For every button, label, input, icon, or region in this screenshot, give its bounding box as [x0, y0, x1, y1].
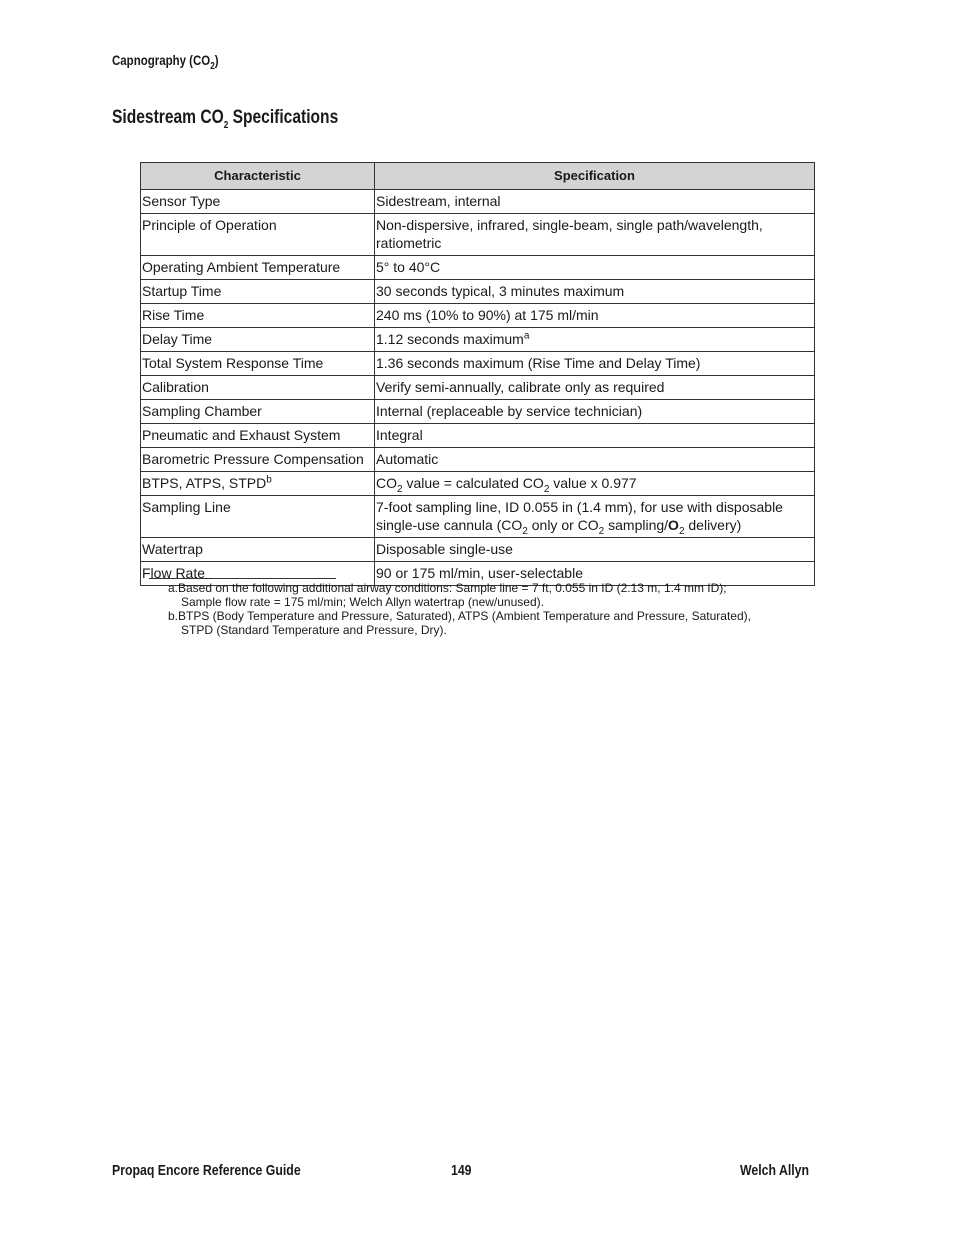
- spec-part: CO: [376, 475, 397, 491]
- characteristic-text: BTPS, ATPS, STPD: [142, 475, 267, 491]
- specification-cell: 90 or 175 ml/min, user-selectable: [375, 562, 815, 586]
- table-row: [141, 400, 815, 424]
- running-head: Capnography $(CO_2)$: [112, 52, 219, 72]
- specification-cell: Integral: [375, 424, 815, 448]
- characteristic-cell: Operating Ambient Temperature: [141, 256, 375, 280]
- specification-cell: [375, 472, 815, 496]
- characteristic-cell: Sampling Line: [141, 496, 375, 538]
- characteristic-cell: Pneumatic and Exhaust System: [141, 424, 375, 448]
- table-row: [141, 424, 815, 448]
- subscript-2: 2: [598, 525, 605, 537]
- table-header-row: [141, 163, 815, 190]
- table-row: [141, 496, 815, 538]
- table-row: [141, 352, 815, 376]
- characteristic-cell: Calibration: [141, 376, 375, 400]
- specification-cell: Sidestream, internal: [375, 190, 815, 214]
- footnote-a: [168, 581, 808, 609]
- table-row: [141, 538, 815, 562]
- specification-cell: Non-dispersive, infrared, single-beam, single path/wavelength, ratiometric: [375, 214, 815, 256]
- column-header-specification: Specification: [375, 163, 815, 190]
- characteristic-cell: Delay Time: [141, 328, 375, 352]
- spec-part: value = calculated CO: [402, 475, 544, 491]
- spec-part: 7-foot sampling line, ID 0.055 in (1.4 mm), for use with disposable single-use cannula (CO: [376, 499, 783, 533]
- characteristic-cell: [141, 472, 375, 496]
- characteristic-cell: Barometric Pressure Compensation: [141, 448, 375, 472]
- specification-text: 1.12 seconds maximum: [376, 331, 524, 347]
- footnote-ref-a: a: [523, 330, 530, 342]
- specification-cell: Verify semi-annually, calibrate only as required: [375, 376, 815, 400]
- table-row: [141, 328, 815, 352]
- characteristic-cell: Sensor Type: [141, 190, 375, 214]
- table-row: [141, 190, 815, 214]
- spec-part: value x 0.977: [549, 475, 637, 491]
- footnote-ref-b: b: [266, 474, 272, 486]
- oxygen-symbol: O: [668, 517, 679, 533]
- specification-cell: Internal (replaceable by service technician): [375, 400, 815, 424]
- footer-company: Welch Allyn: [740, 1162, 810, 1179]
- footnote-b: [168, 609, 808, 637]
- section-title: Sidestream $CO_2$ Specifications: [112, 107, 339, 131]
- table-row: [141, 256, 815, 280]
- footnote-b-line1: b.BTPS (Body Temperature and Pressure, Saturated), ATPS (Ambient Temperature and Pressure, Saturated),: [168, 609, 751, 623]
- characteristic-cell: Total System Response Time: [141, 352, 375, 376]
- specification-cell: 1.36 seconds maximum (Rise Time and Delay Time): [375, 352, 815, 376]
- footnote-a-line1: a.Based on the following additional airway conditions: Sample line = 7 ft, 0.055 in ID (2.13 m, 1.4 mm ID);: [168, 581, 727, 595]
- characteristic-cell: Sampling Chamber: [141, 400, 375, 424]
- specification-cell: Disposable single-use: [375, 538, 815, 562]
- characteristic-cell: Rise Time: [141, 304, 375, 328]
- column-header-characteristic: Characteristic: [141, 163, 375, 190]
- subscript-2: 2: [522, 525, 528, 537]
- footnotes: [168, 581, 808, 637]
- table-row: [141, 472, 815, 496]
- subscript-2: 2: [543, 483, 550, 495]
- footer-page-number: 149: [451, 1162, 472, 1179]
- table-row: [141, 448, 815, 472]
- spec-part: sampling/: [604, 517, 669, 533]
- spec-part: only or CO: [527, 517, 599, 533]
- spec-part: delivery): [684, 517, 742, 533]
- characteristic-cell: Principle of Operation: [141, 214, 375, 256]
- specifications-table: [140, 162, 815, 586]
- characteristic-cell: Startup Time: [141, 280, 375, 304]
- footnote-divider: [149, 578, 336, 579]
- table-row: [141, 304, 815, 328]
- table-row: [141, 280, 815, 304]
- characteristic-cell: Watertrap: [141, 538, 375, 562]
- specification-cell: 30 seconds typical, 3 minutes maximum: [375, 280, 815, 304]
- table-row: [141, 376, 815, 400]
- specification-cell: Automatic: [375, 448, 815, 472]
- subscript-2: 2: [397, 483, 403, 495]
- specification-cell: 240 ms (10% to 90%) at 175 ml/min: [375, 304, 815, 328]
- specification-cell: [375, 328, 815, 352]
- specification-cell: [375, 496, 815, 538]
- characteristic-cell: Flow Rate: [141, 562, 375, 586]
- footnote-a-line2: Sample flow rate = 175 ml/min; Welch Allyn watertrap (new/unused).: [181, 595, 544, 609]
- footnote-b-line2: STPD (Standard Temperature and Pressure, Dry).: [181, 623, 447, 637]
- subscript-2: 2: [678, 525, 685, 537]
- table-row: [141, 214, 815, 256]
- footer-guide-title: Propaq Encore Reference Guide: [112, 1162, 301, 1179]
- specification-cell: 5° to 40°C: [375, 256, 815, 280]
